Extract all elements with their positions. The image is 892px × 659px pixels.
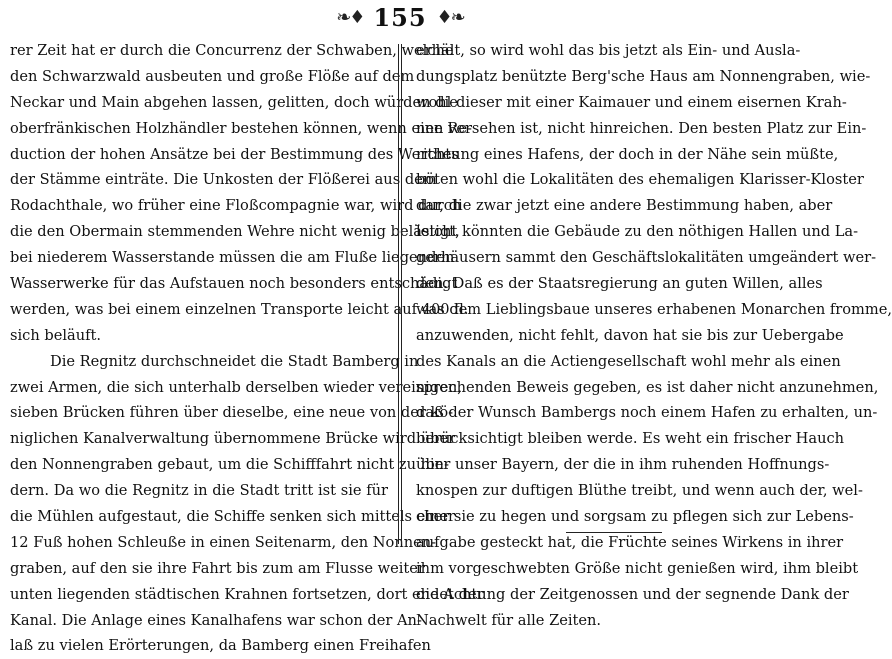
text-line: über unser Bayern, der die in ihm ruhenden Hoffnungs- <box>416 456 830 474</box>
ornament-right-icon: ♦❧ <box>436 6 464 28</box>
text-line: gerhäusern sammt den Geschäftslokalitäten umgeändert wer- <box>416 249 877 267</box>
page-number: 155 <box>373 2 427 32</box>
text-line: der Stämme einträte. Die Unkosten der Flößerei aus dem <box>10 171 437 189</box>
text-line: den Schwarzwald ausbeuten und große Flöße auf dem <box>10 67 415 85</box>
left-column <box>10 38 484 659</box>
text-line: zwei Armen, die sich unterhalb derselben wieder vereinigen, <box>10 378 462 396</box>
text-line: richtung eines Hafens, der doch in der Nähe sein müßte, <box>416 145 839 163</box>
text-line: dern. Da wo die Regnitz in die Stadt tritt ist sie für <box>10 482 388 500</box>
text-line: die den Obermain stemmenden Wehre nicht wenig belästigt, <box>10 223 460 241</box>
text-line: cher sie zu hegen und sorgsam zu pflegen sich zur Lebens- <box>416 508 854 526</box>
text-line: knospen zur duftigen Blüthe treibt, und wenn auch der, wel- <box>416 482 863 500</box>
text-line: die Mühlen aufgestaut, die Schiffe senken sich mittels einer <box>10 508 456 526</box>
text-line: Rodachthale, wo früher eine Floßcompagnie war, wird durch <box>10 197 462 215</box>
text-line: anzuwenden, nicht fehlt, davon hat sie bis zur Uebergabe <box>416 326 844 344</box>
text-line: leicht könnten die Gebäude zu den nöthigen Hallen und La- <box>416 223 859 241</box>
text-line: Kanal. Die Anlage eines Kanalhafens war schon der An- <box>10 611 422 629</box>
text-line: sprechenden Beweis gegeben, es ist daher nicht anzunehmen, <box>416 378 879 396</box>
text-line: was dem Lieblingsbaue unseres erhabenen Monarchen fromme, <box>416 300 892 318</box>
text-line: des Kanals an die Actiengesellschaft wohl mehr als einen <box>416 352 841 370</box>
text-line: werden, was bei einem einzelnen Transporte leicht auf 400 fl. <box>10 300 469 318</box>
ornament-left-icon: ❧♦ <box>336 6 364 28</box>
text-line: Wasserwerke für das Aufstauen noch besonders entschädigt <box>10 275 458 293</box>
text-line: aufgabe gesteckt hat, die Früchte seines Wirkens in ihrer <box>416 533 844 551</box>
text-line: den. Daß es der Staatsregierung an guten Willen, alles <box>416 275 823 293</box>
text-line: dungsplatz benützte Berg'sche Haus am Nonnengraben, wie- <box>416 67 871 85</box>
text-line: wohl dieser mit einer Kaimauer und einem eisernen Krah- <box>416 93 847 111</box>
text-line: Neckar und Main abgehen lassen, gelitten, doch würden die <box>10 93 458 111</box>
text-line: graben, auf den sie ihre Fahrt bis zum am Flusse weiter <box>10 559 425 577</box>
end-rule <box>566 532 662 533</box>
text-line: dar, die zwar jetzt eine andere Bestimmung haben, aber <box>416 197 833 215</box>
text-line: duction der hohen Ansätze bei der Bestimmung des Werthes <box>10 145 459 163</box>
column-divider <box>398 44 401 544</box>
text-line: unten liegenden städtischen Krahnen fortsetzen, dort endet der <box>10 585 484 603</box>
text-line: sieben Brücken führen über dieselbe, eine neue von der kö- <box>10 404 454 422</box>
text-line: sich beläuft. <box>10 326 102 344</box>
text-line: bei niederem Wasserstande müssen die am Fluße liegenden <box>10 249 455 267</box>
text-line: berücksichtigt bleiben werde. Es weht ein frischer Hauch <box>416 430 845 448</box>
text-line: niglichen Kanalverwaltung übernommene Brücke wird über <box>10 430 456 448</box>
text-line: nen versehen ist, nicht hinreichen. Den besten Platz zur Ein- <box>416 119 867 137</box>
text-line: die Achtung der Zeitgenossen und der segnende Dank der <box>416 585 849 603</box>
divider-rule <box>401 44 402 544</box>
text-line: oberfränkischen Holzhändler bestehen können, wenn eine Re- <box>10 119 472 137</box>
page-header <box>0 2 800 32</box>
text-line: erhält, so wird wohl das bis jetzt als Ein- und Ausla- <box>416 42 801 59</box>
text-line: Nachwelt für alle Zeiten. <box>416 611 602 629</box>
text-line: den Nonnengraben gebaut, um die Schifffahrt nicht zu hin- <box>10 456 450 474</box>
right-column <box>416 38 892 633</box>
paragraph-first-line: Die Regnitz durchschneidet die Stadt Bamberg in <box>50 352 419 370</box>
text-line: daß der Wunsch Bambergs noch einem Hafen zu erhalten, un- <box>416 404 878 422</box>
text-line: böten wohl die Lokalitäten des ehemaligen Klarisser-Kloster <box>416 171 864 189</box>
text-line: rer Zeit hat er durch die Concurrenz der Schwaben, welche <box>10 42 454 59</box>
text-line: laß zu vielen Erörterungen, da Bamberg einen Freihafen <box>10 637 431 655</box>
text-line: ihm vorgeschwebten Größe nicht genießen wird, ihm bleibt <box>416 559 859 577</box>
text-line: 12 Fuß hohen Schleuße in einen Seitenarm, den Nonnen- <box>10 533 437 551</box>
divider-rule <box>398 44 399 544</box>
